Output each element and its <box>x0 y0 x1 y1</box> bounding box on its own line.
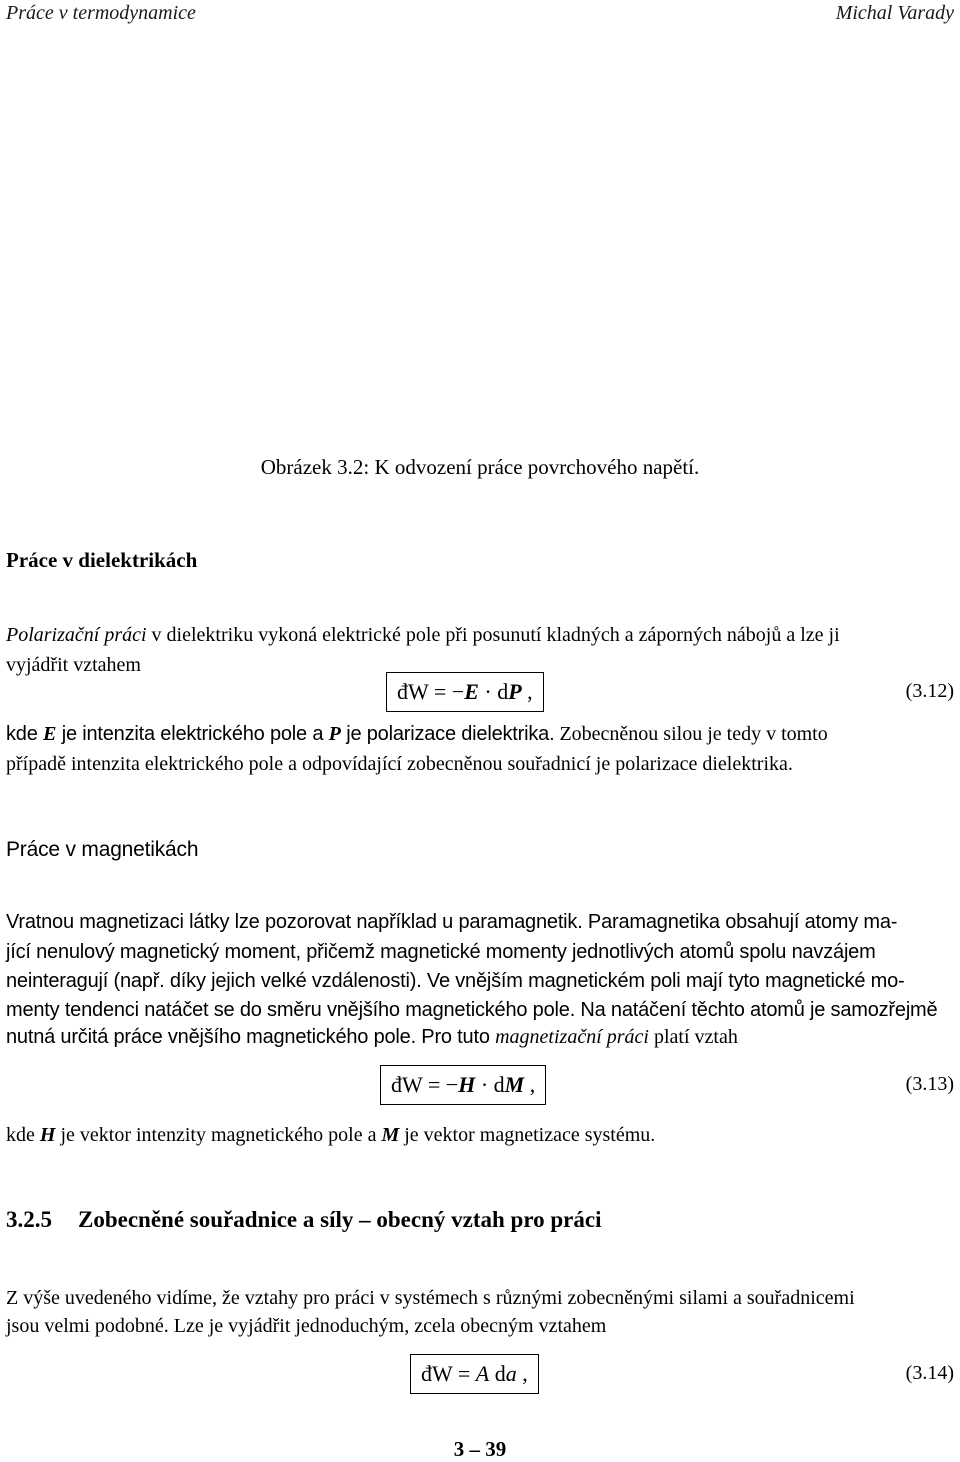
text: je intenzita elektrického pole a <box>56 723 329 745</box>
section-title-dielectric: Práce v dielektrikách <box>6 548 198 572</box>
text: nutná určitá práce vnějšího magnetického pole. Pro tuto <box>6 1026 496 1048</box>
eq-lhs: đW = − <box>391 1072 459 1097</box>
eq-lhs: đW = <box>421 1361 476 1386</box>
paragraph-dielectric-line1 <box>6 620 840 651</box>
equation-number-3-14: (3.14) <box>905 1362 954 1384</box>
text: platí vztah <box>648 1026 738 1048</box>
running-header-title: Práce v termodynamice <box>6 2 196 24</box>
paragraph-magnetic-line5 <box>6 1022 738 1053</box>
eq-op: · d <box>475 1072 505 1097</box>
running-header-author: Michal Varady <box>835 2 954 24</box>
eq-symbol-a-small: a <box>505 1361 517 1386</box>
paragraph-dielectric-line3 <box>6 719 828 750</box>
eq-symbol-a: A <box>475 1361 490 1386</box>
paragraph-magnetic-line3: neinteragují (např. díky jejich velké vzdálenosti). Ve vnějším magnetickém poli mají tyto magnetické mo- <box>6 970 905 992</box>
equation-number-3-13: (3.13) <box>905 1073 954 1095</box>
paragraph-magnetic-line6 <box>6 1120 655 1151</box>
term-magnetization-work: magnetizační práci <box>495 1026 649 1048</box>
text: kde <box>6 723 44 745</box>
eq-lhs: đW = − <box>397 679 465 704</box>
equation-3-13 <box>380 1065 546 1105</box>
eq-end: , <box>521 679 533 704</box>
symbol-m: M <box>381 1124 400 1146</box>
symbol-e: E <box>43 723 57 745</box>
subsection-title: Zobecněné souřadnice a síly – obecný vztah pro práci <box>78 1207 602 1232</box>
text: Zobecněnou silou je tedy v tomto <box>554 723 828 745</box>
eq-op: d <box>489 1361 506 1386</box>
paragraph-general-line2: jsou velmi podobné. Lze je vyjádřit jednoduchým, zcela obecným vztahem <box>6 1315 607 1337</box>
eq-symbol-p: P <box>508 679 522 704</box>
eq-op: · d <box>478 679 509 704</box>
text: kde <box>6 1124 40 1146</box>
equation-3-14 <box>410 1354 539 1394</box>
equation-number-3-12: (3.12) <box>905 680 954 702</box>
eq-end: , <box>516 1361 528 1386</box>
term-polarization-work: Polarizační práci <box>6 624 147 646</box>
text: je vektor intenzity magnetického pole a <box>55 1124 382 1146</box>
paragraph-text: v dielektriku vykoná elektrické pole při posunutí kladných a záporných nábojů a lze ji <box>146 624 840 646</box>
eq-symbol-e: E <box>464 679 479 704</box>
subsection-number: 3.2.5 <box>6 1207 52 1232</box>
eq-symbol-h: H <box>458 1072 476 1097</box>
paragraph-dielectric-line4: případě intenzita elektrického pole a odpovídající zobecněnou souřadnicí je polarizace dielektrika. <box>6 753 793 775</box>
figure-caption: Obrázek 3.2: K odvození práce povrchového napětí. <box>260 455 700 479</box>
eq-end: , <box>524 1072 536 1097</box>
subsection-heading <box>6 1207 601 1233</box>
section-title-magnetic: Práce v magnetikách <box>6 838 199 861</box>
symbol-p: P <box>328 723 341 745</box>
equation-3-12 <box>386 672 544 712</box>
page-number: 3 – 39 <box>453 1437 507 1461</box>
eq-symbol-m: M <box>504 1072 525 1097</box>
text: je polarizace dielektrika. <box>340 723 555 745</box>
paragraph-dielectric-line2: vyjádřit vztahem <box>6 654 141 676</box>
paragraph-general-line1: Z výše uvedeného vidíme, že vztahy pro práci v systémech s různými zobecněnými silami a souřadnicemi <box>6 1287 855 1309</box>
paragraph-magnetic-line4: menty tendenci natáčet se do směru vnějšího magnetického pole. Na natáčení těchto atomů je samozřejmě <box>6 999 938 1021</box>
paragraph-magnetic-line2: jící nenulový magnetický moment, přičemž magnetické momenty jednotlivých atomů spolu navzájem <box>6 941 876 963</box>
paragraph-magnetic-line1: Vratnou magnetizaci látky lze pozorovat například u paramagnetik. Paramagnetika obsahují atomy ma- <box>6 911 898 933</box>
text: je vektor magnetizace systému. <box>399 1124 656 1146</box>
symbol-h: H <box>39 1124 56 1146</box>
